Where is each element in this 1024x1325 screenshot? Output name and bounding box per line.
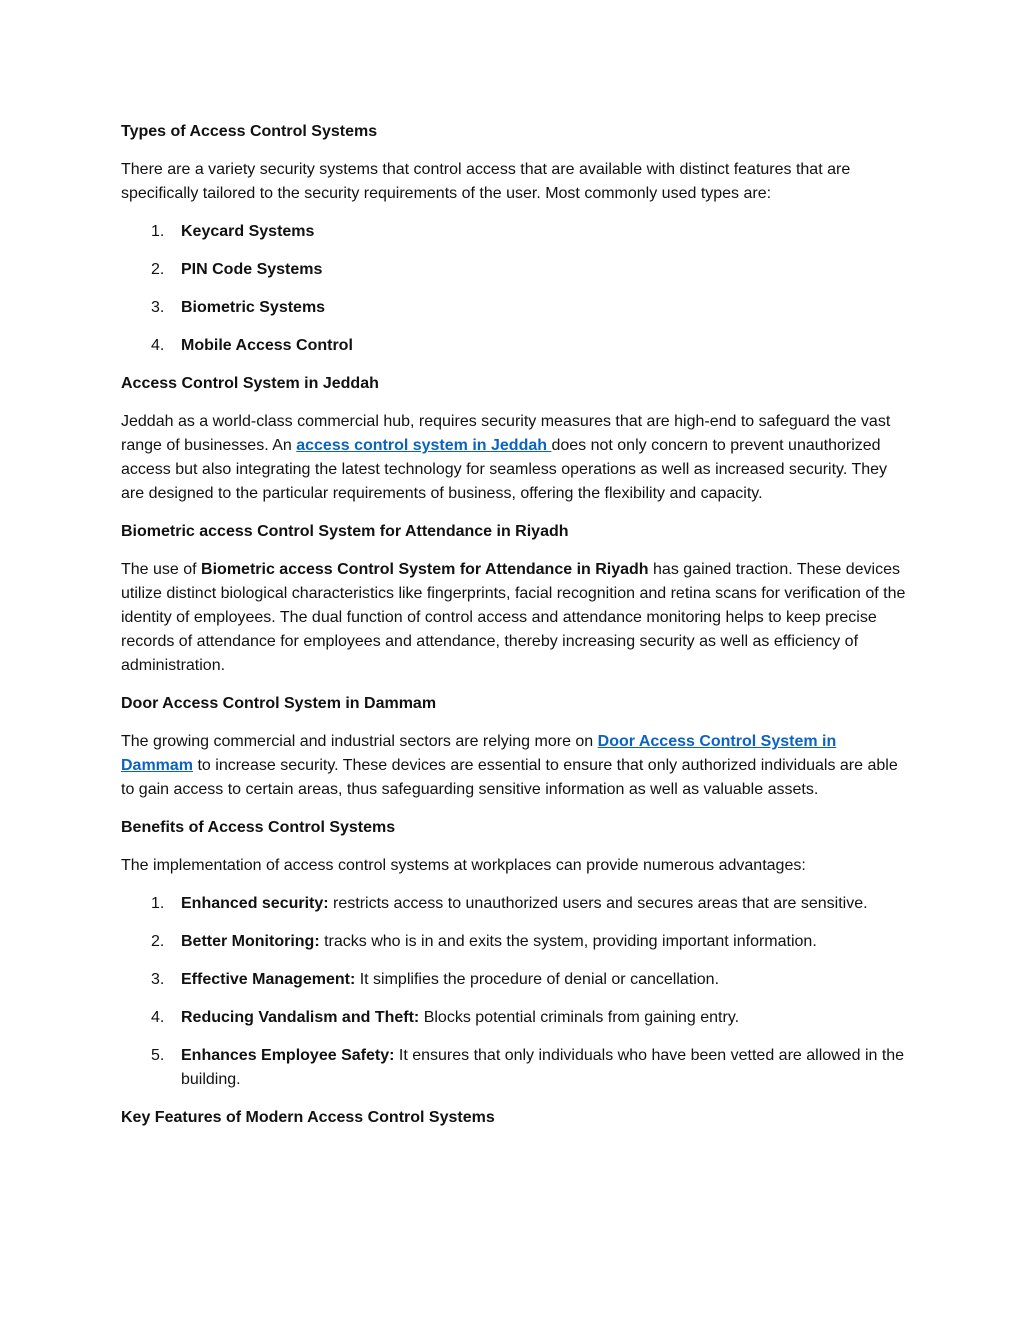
list-item bbox=[121, 296, 907, 320]
list-number: 3. bbox=[151, 299, 165, 316]
list-item-text: It ensures that only individuals who have been vetted are allowed in the building. bbox=[181, 1047, 905, 1088]
list-item-label: PIN Code Systems bbox=[181, 261, 323, 278]
section-heading-benefits: Benefits of Access Control Systems bbox=[121, 819, 396, 836]
list-item-text: tracks who is in and exits the system, providing important information. bbox=[319, 933, 817, 950]
jeddah-paragraph bbox=[121, 410, 907, 506]
list-item bbox=[121, 930, 907, 954]
list-number: 5. bbox=[151, 1047, 165, 1064]
section-heading-features: Key Features of Modern Access Control Systems bbox=[121, 1109, 495, 1126]
riyadh-bold-term: Biometric access Control System for Attendance in Riyadh bbox=[201, 561, 649, 578]
jeddah-text-before: Jeddah as a world-class commercial hub, requires security measures that are high-end to safeguard the vast range of businesses. An bbox=[121, 413, 891, 454]
riyadh-text-after: has gained traction. These devices utilize distinct biological characteristics like fingerprints, facial recognition and retina scans for verification of the identity of employees. The dual function of control access and attendance monitoring helps to keep precise records of attendance for employees and attendance, thereby increasing security as well as efficiency of administration. bbox=[121, 561, 906, 674]
types-intro-paragraph: There are a variety security systems that control access that are available with distinct features that are specifically tailored to the security requirements of the user. Most commonly used types are: bbox=[121, 161, 851, 202]
section-heading-jeddah: Access Control System in Jeddah bbox=[121, 375, 379, 392]
list-number: 4. bbox=[151, 337, 165, 354]
list-number: 1. bbox=[151, 895, 165, 912]
list-number: 1. bbox=[151, 223, 165, 240]
list-item bbox=[121, 334, 907, 358]
list-item-label: Biometric Systems bbox=[181, 299, 326, 316]
list-item bbox=[121, 220, 907, 244]
list-item-label: Effective Management: bbox=[181, 971, 356, 988]
jeddah-text-after: does not only concern to prevent unauthorized access but also integrating the latest technology for seamless operations as well as increased security. They are designed to the particular requirements of business, offering the flexibility and capacity. bbox=[121, 437, 888, 502]
section-heading-riyadh: Biometric access Control System for Attendance in Riyadh bbox=[121, 523, 569, 540]
dammam-text-after: to increase security. These devices are essential to ensure that only authorized individuals are able to gain access to certain areas, thus safeguarding sensitive information as well as valuable assets. bbox=[121, 757, 898, 798]
section-heading-types: Types of Access Control Systems bbox=[121, 123, 378, 140]
riyadh-text-before: The use of bbox=[121, 561, 202, 578]
types-list bbox=[121, 220, 907, 358]
dammam-door-access-link[interactable]: Door Access Control System in Dammam bbox=[121, 733, 837, 774]
jeddah-access-control-link[interactable]: access control system in Jeddah bbox=[296, 437, 552, 454]
list-item bbox=[121, 1044, 907, 1092]
list-item-text: Blocks potential criminals from gaining entry. bbox=[419, 1009, 740, 1026]
list-item-label: Mobile Access Control bbox=[181, 337, 353, 354]
benefits-list bbox=[121, 892, 907, 1092]
section-heading-dammam: Door Access Control System in Dammam bbox=[121, 695, 437, 712]
document-page bbox=[121, 120, 907, 1144]
list-item bbox=[121, 1006, 907, 1030]
list-item-label: Keycard Systems bbox=[181, 223, 315, 240]
list-item-label: Better Monitoring: bbox=[181, 933, 320, 950]
dammam-text-before: The growing commercial and industrial sectors are relying more on bbox=[121, 733, 598, 750]
list-item-text: It simplifies the procedure of denial or cancellation. bbox=[355, 971, 720, 988]
list-item bbox=[121, 968, 907, 992]
list-item-label: Reducing Vandalism and Theft: bbox=[181, 1009, 420, 1026]
dammam-paragraph bbox=[121, 730, 907, 802]
benefits-intro-paragraph: The implementation of access control systems at workplaces can provide numerous advantages: bbox=[121, 857, 806, 874]
list-number: 2. bbox=[151, 933, 165, 950]
list-item bbox=[121, 258, 907, 282]
list-number: 2. bbox=[151, 261, 165, 278]
list-number: 3. bbox=[151, 971, 165, 988]
riyadh-paragraph bbox=[121, 558, 907, 678]
list-item bbox=[121, 892, 907, 916]
list-item-label: Enhances Employee Safety: bbox=[181, 1047, 395, 1064]
list-item-text: restricts access to unauthorized users and secures areas that are sensitive. bbox=[328, 895, 868, 912]
list-item-label: Enhanced security: bbox=[181, 895, 329, 912]
list-number: 4. bbox=[151, 1009, 165, 1026]
